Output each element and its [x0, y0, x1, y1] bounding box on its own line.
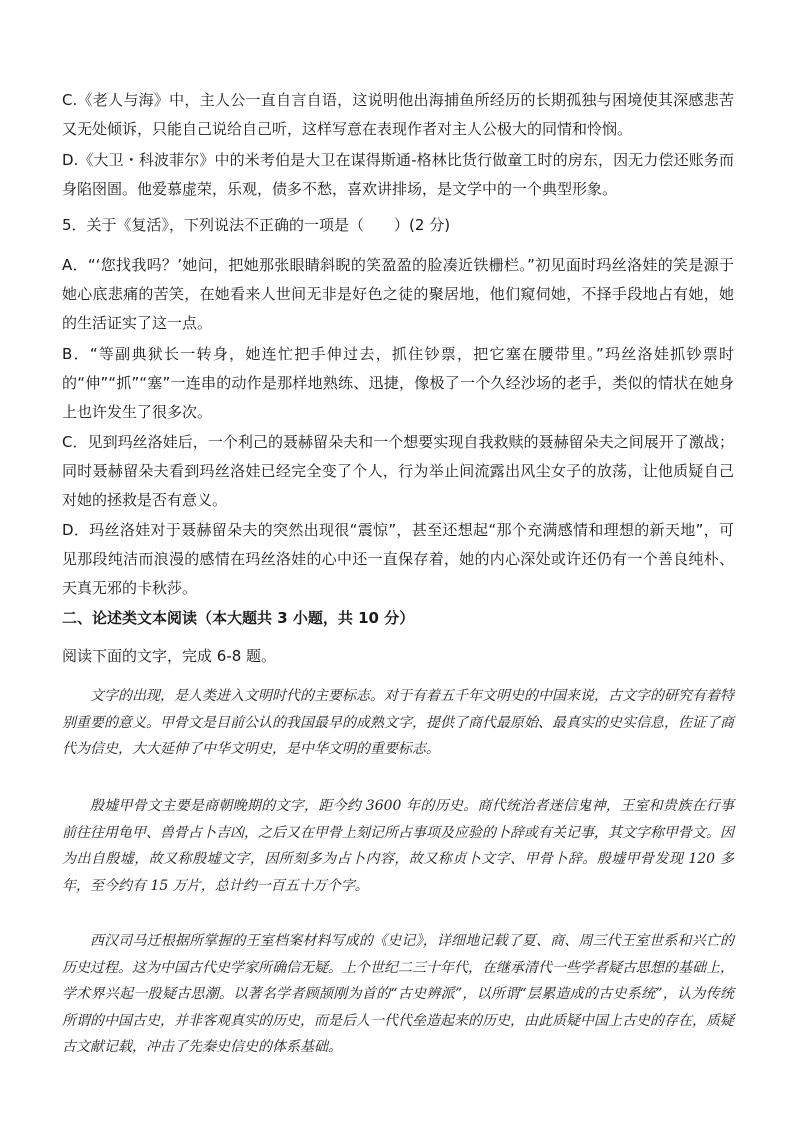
option-5c: C．见到玛丝洛娃后，一个利己的聂赫留朵夫和一个想要实现自我救赎的聂赫留朵夫之间展开了激战；同时聂赫留朵夫看到玛丝洛娃已经完全变了个人，行为举止间流露出风尘女子的放荡，让他质疑自己对她的拯救是否有意义。 — [62, 433, 734, 509]
option-5b: B．“等副典狱长一转身，她连忙把手伸过去，抓住钞票，把它塞在腰带里。”玛丝洛娃抓钞票时的“伸”“抓”“塞”一连串的动作是那样地熟练、迅捷，像极了一个久经沙场的老手，类似的情状在她身上也许发生了很多次。 — [62, 345, 734, 421]
passage-paragraph-3: 西汉司马迁根据所掌握的王室档案材料写成的《史记》，详细地记载了夏、商、周三代王室世系和兴亡的历史过程。这为中国古代史学家所确信无疑。上个世纪二三十年代，在继承清代一些学者疑古思想的基础上，学术界兴起一股疑古思潮。以著名学者顾颉刚为首的“古史辨派”，以所谓“层累造成的古史系统”，认为传统所谓的中国古史，并非客观真实的历史，而是后人一代代垒造起来的历史，由此质疑中国上古史的存在，质疑古文献记载，冲击了先秦史信史的体系基础。 — [62, 933, 734, 1055]
section-2-title: 二、论述类文本阅读（本大题共 3 小题，共 10 分） — [62, 609, 415, 627]
question-5-stem: 5．关于《复活》，下列说法不正确的一项是（ ）(2 分) — [62, 216, 451, 234]
option-4c: C.《老人与海》中，主人公一直自言自语，这说明他出海捕鱼所经历的长期孤独与困境使其深感悲苦又无处倾诉，只能自己说给自己听，这样写意在表现作者对主人公极大的同情和怜悯。 — [62, 91, 734, 138]
section-2-instruction: 阅读下面的文字，完成 6-8 题。 — [62, 647, 277, 665]
passage-paragraph-1: 文字的出现，是人类进入文明时代的主要标志。对于有着五千年文明史的中国来说，古文字的研究有着特别重要的意义。甲骨文是目前公认的我国最早的成熟文字，提供了商代最原始、最真实的史实信息，佐证了商代为信史，大大延伸了中华文明史，是中华文明的重要标志。 — [62, 688, 734, 757]
option-4d: D.《大卫・科波菲尔》中的米考伯是大卫在谋得斯通-格林比货行做童工时的房东，因无力偿还账务而身陷囹圄。他爱慕虚荣，乐观，债多不愁，喜欢讲排场，是文学中的一个典型形象。 — [62, 151, 734, 198]
passage-paragraph-2: 殷墟甲骨文主要是商朝晚期的文字，距今约 3600 年的历史。商代统治者迷信鬼神，王室和贵族在行事前往往用龟甲、兽骨占卜吉凶，之后又在甲骨上刻记所占事项及应验的卜辞或有关记事，其文字称甲骨文。因为出自殷墟，故又称殷墟文字，因所刻多为占卜内容，故又称贞卜文字、甲骨卜辞。殷墟甲骨发现 120 多年，至今约有 15 万片，总计约一百五十万个字。 — [62, 798, 734, 894]
option-5a: A．“‘您找我吗？’她问，把她那张眼睛斜睨的笑盈盈的脸凑近铁栅栏。”初见面时玛丝洛娃的笑是源于她心底悲痛的苦笑，在她看来人世间无非是好色之徒的聚居地，他们窥伺她，不择手段地占有她，她的生活证实了这一点。 — [62, 256, 734, 332]
option-5d: D．玛丝洛娃对于聂赫留朵夫的突然出现很“震惊”，甚至还想起“那个充满感情和理想的新天地”，可见那段纯洁而浪漫的感情在玛丝洛娃的心中还一直保存着，她的内心深处或许还仍有一个善良纯朴、天真无邪的卡秋莎。 — [62, 521, 734, 597]
